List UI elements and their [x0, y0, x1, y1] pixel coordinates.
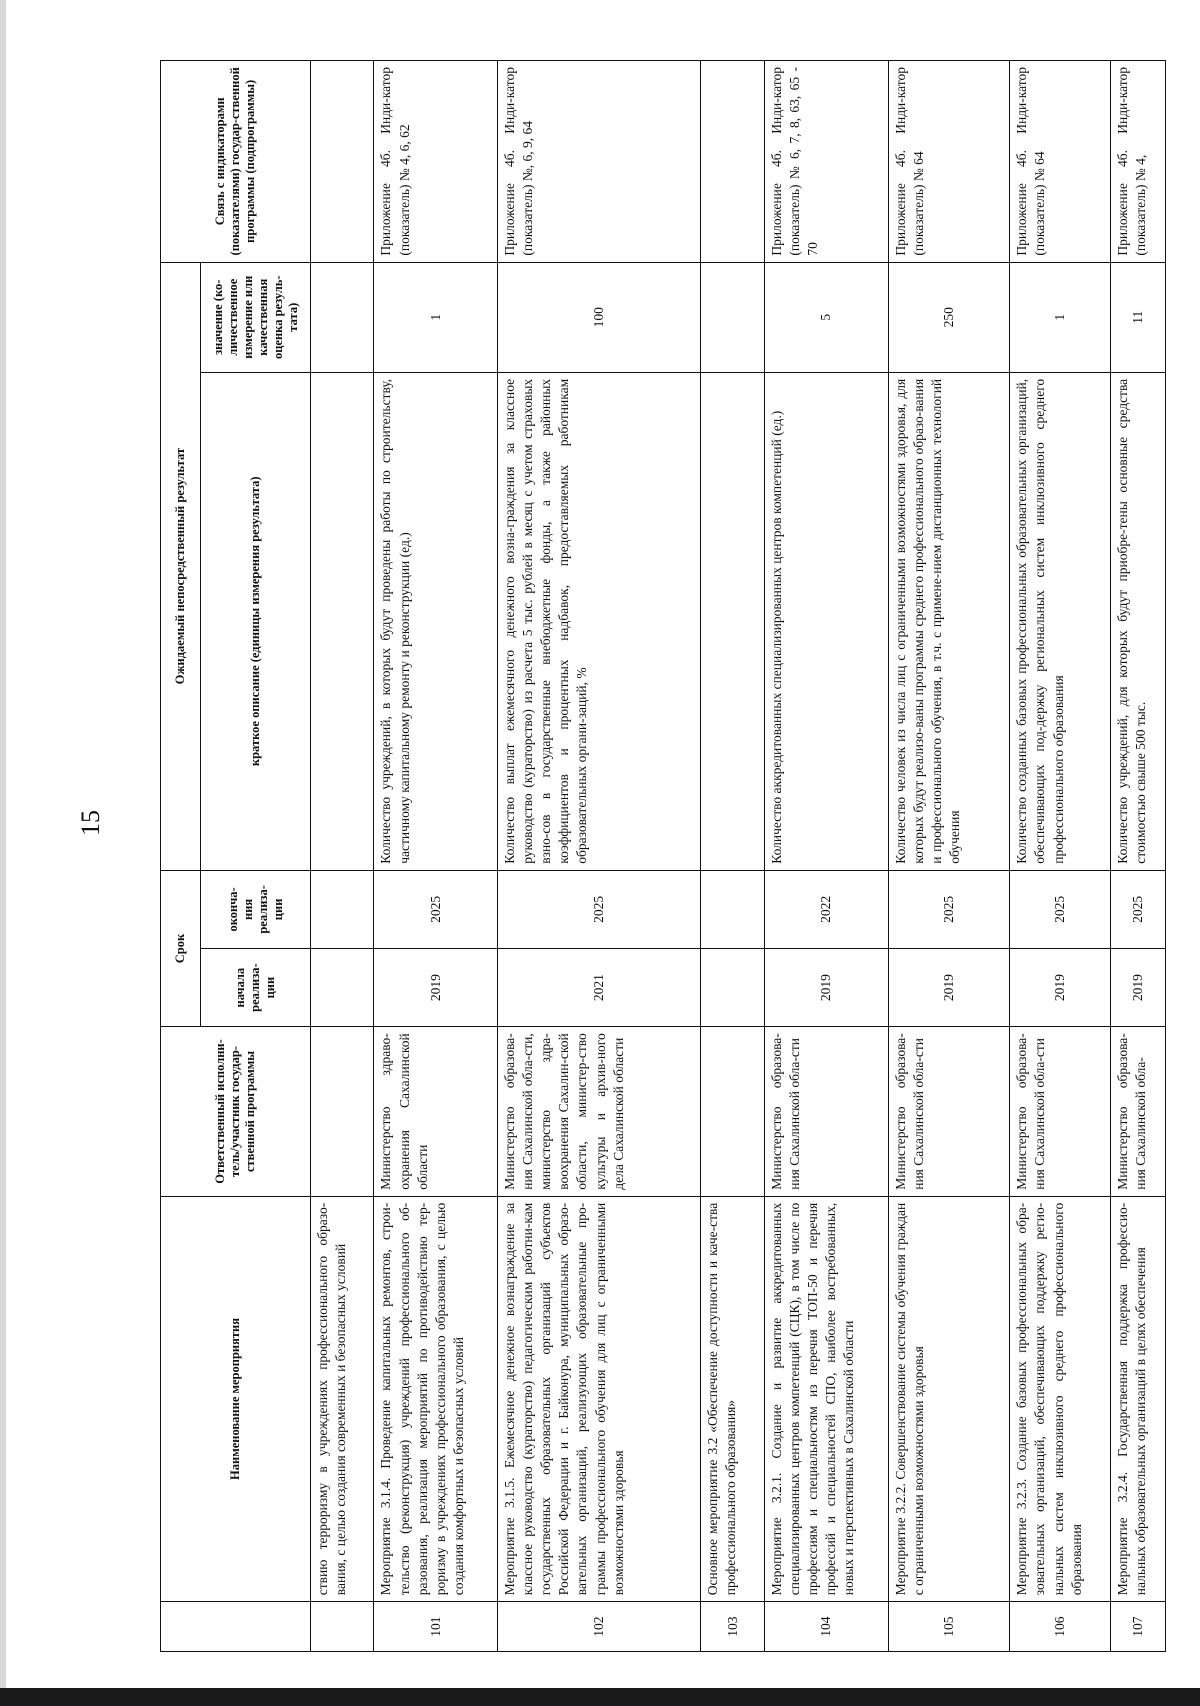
row-desc: Количество созданных базовых профессиональных образовательных организаций, обеспечивающих под-держку региональных систем инклюзивного среднего профессионального образования: [1010, 372, 1111, 870]
row-desc: [701, 372, 764, 870]
row-start: 2021: [498, 949, 701, 1027]
row-name: Мероприятие 3.2.4. Государственная поддержка профессио-нальных образовательных организаций в целях обеспечения: [1111, 1196, 1166, 1601]
row-num: 103: [701, 1602, 764, 1652]
row-name: Мероприятие 3.1.5. Ежемесячное денежное вознаграждение за классное руководство (кураторство) педагогическим работни-кам государственных образовательных организаций субъектов Российской Федерации и г. Байконура, муниципальных образо-вательных организаций, реализующих образовательные про-граммы профессионального обучения для лиц с ограниченными возможностями здоровья: [498, 1196, 701, 1601]
header-executor: Ответственный исполни-тель/участник государ-ственной программы: [161, 1027, 311, 1197]
row-start: 2019: [374, 949, 498, 1027]
table-row: [888, 61, 1010, 1652]
row-num: 107: [1111, 1602, 1166, 1652]
row-start: 2019: [1010, 949, 1111, 1027]
row-executor: [311, 1027, 374, 1197]
header-row-1: [161, 61, 201, 1652]
scan-edge-left: [0, 0, 6, 1706]
table-row: [1010, 61, 1111, 1652]
row-executor: Министерство образова-ния Сахалинской обла-сти: [1010, 1027, 1111, 1197]
row-desc: Количество учреждений, для которых будут приобре-тены основные средства стоимостью свыше 500 тыс.: [1111, 372, 1166, 870]
row-link: Приложение 4б. Инди-катор (показатель) № 4,: [1111, 61, 1166, 263]
row-executor: [701, 1027, 764, 1197]
row-name: Мероприятие 3.2.2. Совершенствование системы обучения граждан с ограниченными возможностями здоровья: [888, 1196, 1010, 1601]
header-term-start: начала реализа-ции: [201, 949, 311, 1027]
row-end: 2025: [888, 870, 1010, 948]
row-end: 2022: [764, 870, 888, 948]
row-executor: Министерство образова-ния Сахалинской обла-сти: [888, 1027, 1010, 1197]
row-start: 2019: [1111, 949, 1166, 1027]
header-result: Ожидаемый непосредственный результат: [161, 262, 201, 870]
row-start: 2019: [764, 949, 888, 1027]
row-num: 102: [498, 1602, 701, 1652]
row-end: [701, 870, 764, 948]
table-row: [311, 61, 374, 1652]
row-num: 105: [888, 1602, 1010, 1652]
row-name: Мероприятие 3.2.3. Создание базовых профессиональных обра-зовательных организаций, обеспечивающих поддержку регио-нальных систем инклюзивного среднего профессионального образования: [1010, 1196, 1111, 1601]
row-executor: Министерство образова-ния Сахалинской обла-: [1111, 1027, 1166, 1197]
header-result-value: значение (ко-личественное измерение или качественная оценка резуль-тата): [201, 262, 311, 372]
row-desc: [311, 372, 374, 870]
row-name: ствию терроризму в учреждениях профессионального образо-вания, с целью создания современных и безопасных условий: [311, 1196, 374, 1601]
row-link: [701, 61, 764, 263]
row-value: 1: [1010, 262, 1111, 372]
row-link: Приложение 4б. Инди-катор (показатель) №, 6, 9, 64: [498, 61, 701, 263]
row-name: Основное мероприятие 3.2 «Обеспечение доступности и каче-ства профессионального образования»: [701, 1196, 764, 1601]
row-end: 2025: [1010, 870, 1111, 948]
rotated-table-container: [160, 60, 1166, 1652]
row-num: [311, 1602, 374, 1652]
row-name: Мероприятие 3.1.4. Проведение капитальных ремонтов, строи-тельство (реконструкция) учреждений профессионального об-разования, реализация мероприятий по противодействию тер-роризму в учреждениях профессионального образования, с целью создания комфортных и безопасных условий: [374, 1196, 498, 1601]
row-num: 106: [1010, 1602, 1111, 1652]
row-end: 2025: [1111, 870, 1166, 948]
header-term: Срок: [161, 870, 201, 1026]
row-num: 104: [764, 1602, 888, 1652]
table-row: [498, 61, 701, 1652]
row-value: 1: [374, 262, 498, 372]
row-start: [701, 949, 764, 1027]
row-desc: Количество выплат ежемесячного денежного возна-граждения за классное руководство (кураторство) из расчета 5 тыс. рублей в месяц с учетом страховых взно-сов в государственные внебюджетные фонды, а также районных коэффициентов и процентных надбавок, предоставляемых работникам образовательных органи-заций, %: [498, 372, 701, 870]
row-value: 100: [498, 262, 701, 372]
table-row: [701, 61, 764, 1652]
row-end: 2025: [498, 870, 701, 948]
row-desc: Количество человек из числа лиц с ограниченными возможностями здоровья, для которых будут реализо-ваны программы среднего профессионального образо-вания и профессионального обучения, в т.ч. с примене-нием дистанционных технологий обучения: [888, 372, 1010, 870]
row-executor: Министерство образова-ния Сахалинской обла-сти: [764, 1027, 888, 1197]
row-desc: Количество учреждений, в которых будут проведены работы по строительству, частичному капитальному ремонту и реконструкции (ед.): [374, 372, 498, 870]
row-end: [311, 870, 374, 948]
row-value: 11: [1111, 262, 1166, 372]
header-num: [161, 1602, 311, 1652]
page-number: 15: [76, 810, 105, 836]
row-name: Мероприятие 3.2.1. Создание и развитие аккредитованных специализированных центров компетенций (СЦК), в том числе по профессиям и специальностям из перечня ТОП-50 и перечня профессий и специальностей СПО, наиболее востребованных, новых и перспективных в Сахалинской области: [764, 1196, 888, 1601]
row-end: 2025: [374, 870, 498, 948]
header-result-desc: краткое описание (единицы измерения результата): [201, 372, 311, 870]
table-row: [1111, 61, 1166, 1652]
table-row: [764, 61, 888, 1652]
row-executor: Министерство образова-ния Сахалинской обла-сти, министерство здра-воохранения Сахалин-ской области, министер-ство культуры и архив-ного дела Сахалинской области: [498, 1027, 701, 1197]
row-link: Приложение 4б. Инди-катор (показатель) № 4, 6, 62: [374, 61, 498, 263]
row-link: Приложение 4б. Инди-катор (показатель) № 64: [1010, 61, 1111, 263]
row-value: 5: [764, 262, 888, 372]
row-executor: Министерство здраво-охранения Сахалинской области: [374, 1027, 498, 1197]
row-link: Приложение 4б. Инди-катор (показатель) № 6, 7, 8, 63, 65 - 70: [764, 61, 888, 263]
row-link: [311, 61, 374, 263]
row-start: [311, 949, 374, 1027]
row-value: [311, 262, 374, 372]
row-num: 101: [374, 1602, 498, 1652]
header-link: Связь с индикаторами (показателями) государ-ственной программы (подпрограммы): [161, 61, 311, 263]
header-name: Наименование мероприятия: [161, 1196, 311, 1601]
row-link: Приложение 4б. Инди-катор (показатель) № 64: [888, 61, 1010, 263]
row-value: 250: [888, 262, 1010, 372]
row-start: 2019: [888, 949, 1010, 1027]
row-value: [701, 262, 764, 372]
measures-table: [160, 60, 1166, 1652]
table-row: [374, 61, 498, 1652]
scan-edge-bottom: [0, 1688, 1200, 1706]
header-term-end: оконча-ния реализа-ции: [201, 870, 311, 948]
row-desc: Количество аккредитованных специализированных центров компетенций (ед.): [764, 372, 888, 870]
